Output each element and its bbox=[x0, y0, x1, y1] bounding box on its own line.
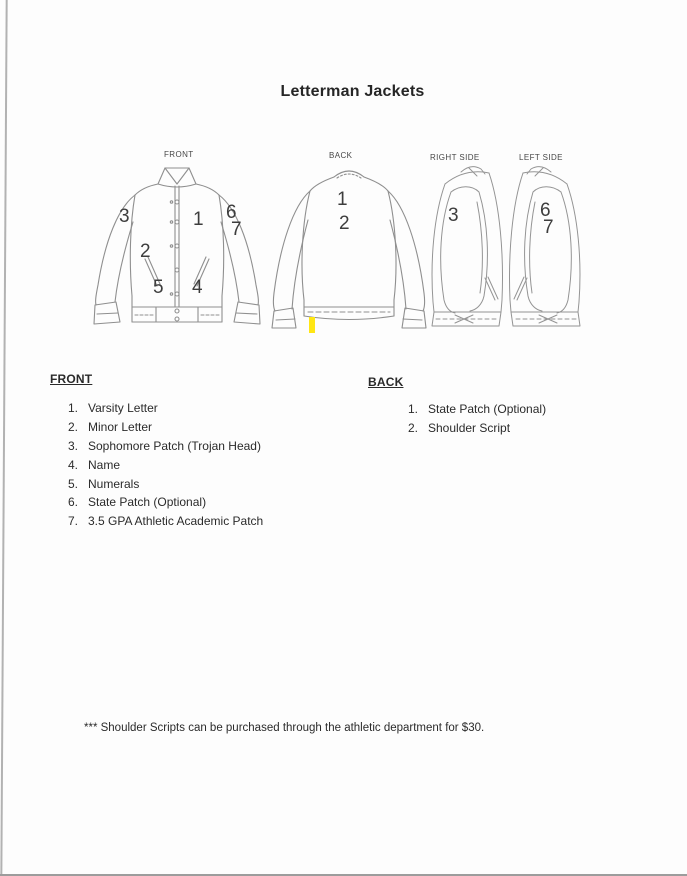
scan-edge-left bbox=[0, 0, 7, 876]
list-item-number: 2. bbox=[68, 419, 79, 434]
list-item bbox=[68, 439, 263, 458]
view-label-back: BACK bbox=[329, 151, 353, 160]
diagram-number-front-3: 3 bbox=[119, 206, 130, 227]
view-label-right-side: RIGHT SIDE bbox=[430, 153, 480, 162]
list-item-label: Varsity Letter bbox=[88, 401, 158, 415]
list-item-number: 3. bbox=[68, 438, 79, 453]
page-title: Letterman Jackets bbox=[280, 83, 425, 100]
list-item-label: Sophomore Patch (Trojan Head) bbox=[88, 438, 261, 453]
list-item bbox=[68, 458, 263, 477]
list-item-label: State Patch (Optional) bbox=[428, 402, 547, 416]
diagram-number-back-1: 1 bbox=[337, 189, 348, 210]
list-item-number: 5. bbox=[68, 476, 79, 491]
list-item-label: State Patch (Optional) bbox=[88, 495, 207, 510]
list-item bbox=[68, 420, 263, 439]
list-item-number: 4. bbox=[68, 457, 79, 472]
diagram-number-front-4: 4 bbox=[192, 277, 203, 298]
diagram-number-back-2: 2 bbox=[339, 213, 350, 234]
list-item-number: 1. bbox=[68, 401, 79, 415]
view-label-front: FRONT bbox=[164, 150, 194, 159]
diagram-number-front-2: 2 bbox=[140, 241, 151, 262]
list-item-number: 1. bbox=[408, 402, 419, 416]
diagram-number-left-side-7: 7 bbox=[543, 217, 554, 238]
list-item-number: 6. bbox=[68, 495, 79, 510]
diagram-number-left-side-6: 6 bbox=[540, 200, 551, 221]
highlight-mark bbox=[309, 317, 315, 333]
list-item bbox=[68, 477, 263, 496]
jacket-right-side-drawing bbox=[425, 160, 507, 330]
list-item bbox=[68, 495, 263, 514]
diagram-number-front-6: 6 bbox=[226, 202, 237, 223]
jacket-back-drawing bbox=[268, 160, 430, 335]
diagram-number-front-5: 5 bbox=[153, 277, 164, 298]
jacket-left-side-drawing bbox=[505, 160, 587, 330]
list-item bbox=[408, 421, 546, 440]
list-item bbox=[68, 514, 263, 533]
list-item-number: 2. bbox=[408, 420, 419, 435]
view-label-left-side: LEFT SIDE bbox=[519, 153, 563, 162]
diagram-number-front-1: 1 bbox=[193, 209, 204, 230]
list-item-label: Minor Letter bbox=[88, 419, 153, 434]
diagram-number-front-7: 7 bbox=[231, 219, 242, 240]
list-item-label: Name bbox=[88, 457, 121, 472]
front-legend-list bbox=[68, 401, 263, 533]
back-section-heading: BACK bbox=[368, 375, 404, 389]
list-item-label: Shoulder Script bbox=[428, 420, 511, 435]
footnote: *** Shoulder Scripts can be purchased through the athletic department for $30. bbox=[84, 722, 485, 734]
list-item-number: 7. bbox=[68, 514, 79, 529]
list-item-label: 3.5 GPA Athletic Academic Patch bbox=[88, 514, 264, 529]
jacket-front-drawing bbox=[85, 158, 270, 336]
list-item-label: Numerals bbox=[88, 476, 140, 491]
diagram-number-right-side-3: 3 bbox=[448, 205, 459, 226]
list-item bbox=[408, 402, 546, 421]
list-item bbox=[68, 401, 263, 420]
front-section-heading: FRONT bbox=[50, 372, 93, 386]
back-legend-list bbox=[408, 402, 546, 440]
